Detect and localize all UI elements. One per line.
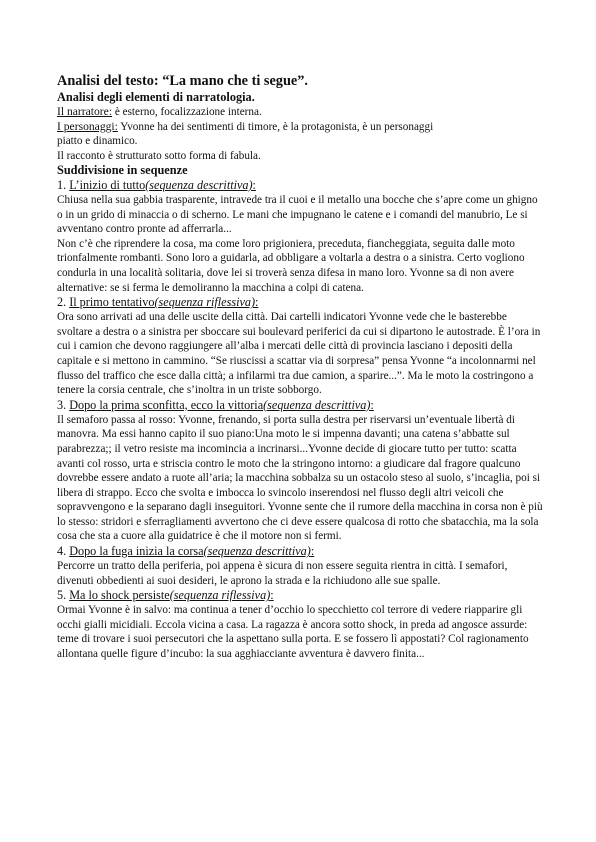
sequence-title: Dopo la fuga inizia la corsa <box>69 544 204 559</box>
sequence-type: (sequenza riflessiva) <box>169 588 271 603</box>
sequence-title: L’inizio di tutto <box>69 178 146 192</box>
sequence-paragraph: Chiusa nella sua gabbia trasparente, intravede tra il cuoi e il metallo una bocche che s’apre come un ghigno o in un grido di minaccia o di scherno. Le mani che impugnano le catene e i comandi del manubrio, Le si avventano contro pronte ad afferrarla... <box>57 194 538 236</box>
sequence-type: (sequenza descrittiva) <box>203 544 311 559</box>
sequence-colon: : <box>252 178 256 192</box>
page-title: Analisi del testo: “La mano che ti segue”. <box>57 73 308 89</box>
narratology-heading: Analisi degli elementi di narratologia. <box>57 90 255 104</box>
sequence-type: (sequenza riflessiva) <box>154 295 256 310</box>
sequence-colon: : <box>370 397 374 412</box>
sequence-type: (sequenza descrittiva) <box>263 397 371 412</box>
sequence-heading <box>57 398 543 413</box>
sequence-colon: : <box>255 295 259 310</box>
sequence-heading <box>57 588 543 603</box>
sequence-paragraph: Percorre un tratto della periferia, poi appena è sicura di non essere seguita rientra in città. I semafori, divenuti obbedienti ai suoi desideri, le aprono la strada e la richiudono alle sue spalle. <box>57 560 508 587</box>
sequence-type: (sequenza descrittiva) <box>145 178 253 192</box>
narrator-text: è esterno, focalizzazione interna. <box>112 106 262 118</box>
narrator-line <box>57 105 543 120</box>
sequence-heading <box>57 178 543 193</box>
structure-note: Il racconto è strutturato sotto forma di fabula. <box>57 149 261 162</box>
sequence-title: Il primo tentativo <box>69 295 155 310</box>
sequence-number: 5. <box>57 588 70 603</box>
sequence-colon: : <box>310 544 315 559</box>
sequence-title: Dopo la prima sconfitta, ecco la vittoria <box>69 397 264 412</box>
narrator-label: Il narratore: <box>57 105 113 118</box>
sequence-heading <box>57 544 543 559</box>
sequence-number: 3. <box>57 397 70 412</box>
sequences-heading: Suddivisione in sequenze <box>57 163 188 177</box>
sequence-colon: : <box>270 588 274 603</box>
sequence-paragraph: Non c’è che riprendere la cosa, ma come loro prigioniera, preceduta, fiancheggiata, seguita dalle moto trionfalmente rombanti. Sono loro a guidarla, ad obbligare a voltarla a destra o a sinistra. Certo vogliono condurla in una località solitaria, dove lei si troverà senza difesa in mano loro. Yvonne sa di non avere alternative: se si ferma le demoliranno la macchina a colpi di catena. <box>57 237 525 294</box>
sequence-paragraph: Il semaforo passa al rosso: Yvonne, frenando, si porta sulla destra per riservarsi un’eventuale libertà di manovra. Ma essi hanno capito il suo piano:Una moto le si impenna davanti; una catena s’abbatte sul parabrezza;; il vetro resiste ma incomincia a incrinarsi...Yvonne decide di giocare tutto per tutto: scatta avanti col rosso, urta e striscia contro le moto che la stringono intorno: a giudicare dal fragore qualcuno dovrebbe essere andato a ruote all’aria; la macchina sobbalza su un ostacolo steso al suolo, s’incaglia, poi si libera di strappo. Ecco che svolta e imbocca lo svincolo inserendosi nel flusso degli altri veicoli che sopravvengono e la separano dagli inseguitori. Yvonne sente che il rumore della macchina in corsa non è più lo stesso: stridori e sferragliamenti avvertono che ci deve essere qualcosa di rotto che sbatacchia, ma la sola cosa che sta a cuore alla guidatrice è che il motore non si fermi. <box>57 413 543 543</box>
sequence-paragraph: Ormai Yvonne è in salvo: ma continua a tener d’occhio lo specchietto col terrore di vedere riapparire gli occhi gialli micidiali. Eccola vicina a casa. La ragazza è ancora sotto shock, in preda ad angosce assurde: teme di trovare i suoi persecutori che la aspettano sulla porta. E se fossero lì appostati? Col ragionamento allontana quelle figure d’incubo: la sua agghiacciante avventura è davvero finita... <box>57 604 529 661</box>
characters-line-2: piatto e dinamico. <box>57 135 138 147</box>
characters-label: I personaggi: <box>57 119 118 133</box>
characters-text: Yvonne ha dei sentimenti di timore, è la protagonista, è un personaggi <box>117 120 434 133</box>
sequence-number: 4. <box>57 544 70 559</box>
sequence-number: 2. <box>57 295 70 310</box>
sequence-paragraph: Ora sono arrivati ad una delle uscite della città. Dai cartelli indicatori Yvonne vede che le basterebbe svoltare a destra o a sinistra per sboccare sui boulevard periferici da cui si dipartono le autostrade. È l’ora in cui i camion che devono raggiungere all’alba i mercati delle città di provincia lasciano i depositi della capitale e si mettono in cammino. “Se riuscissi a scattar via di sorpresa” pensa Yvonne “a incolonnarmi nel flusso del traffico che esce dalla città; a infilarmi tra due camion, a sparire...”. Ma le moto la costringono a tenere la corsia centrale, che s’inoltra in un triste sobborgo. <box>57 311 541 397</box>
document-page <box>57 73 543 662</box>
sequence-number: 1. <box>57 178 70 192</box>
characters-line <box>57 120 543 135</box>
sequence-title: Ma lo shock persiste <box>69 588 170 603</box>
sequence-heading <box>57 295 543 310</box>
